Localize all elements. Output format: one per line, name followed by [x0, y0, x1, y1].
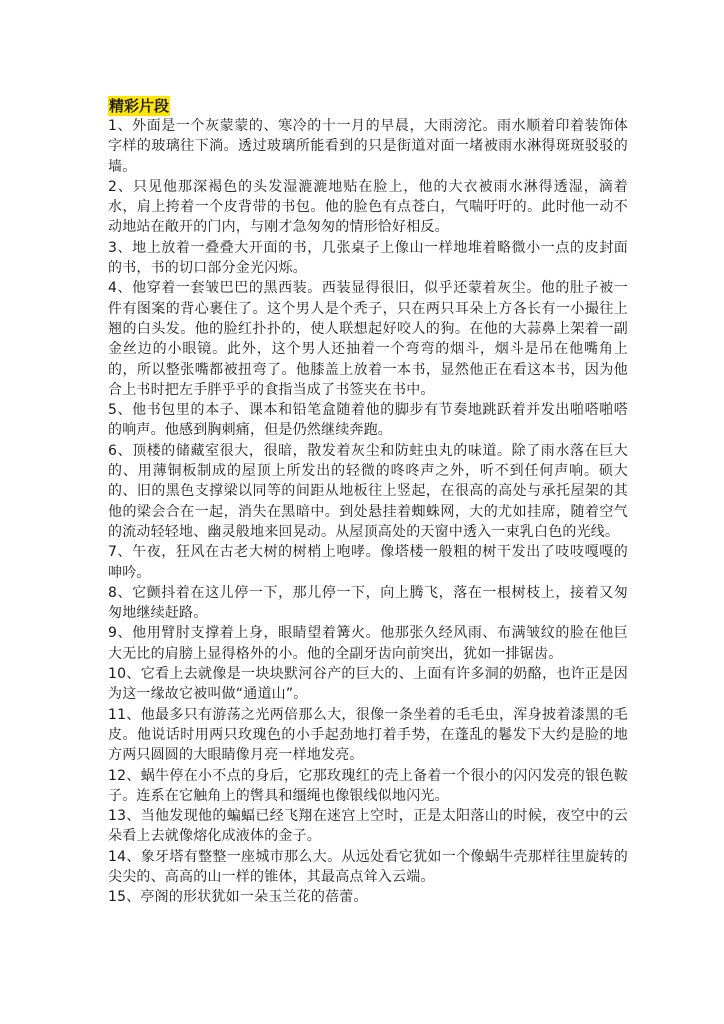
paragraph-5: 5、他书包里的本子、课本和铅笔盒随着他的脚步有节奏地跳跃着并发出啪嗒啪嗒的响声。他感到胸刺痛，但是仍然继续奔跑。 [108, 402, 628, 439]
paragraph-4: 4、他穿着一套皱巴巴的黑西装。西装显得很旧，似乎还蒙着灰尘。他的肚子被一件有图案的背心裹住了。这个男人是个秃子，只在两只耳朵上方各长有一小撮往上翘的白头发。他的脸红扑扑的，使人联想起好咬人的狗。在他的大蒜鼻上架着一副金丝边的小眼镜。此外，这个男人还抽着一个弯弯的烟斗，烟斗是吊在他嘴角上的，所以整张嘴都被扭弯了。他膝盖上放着一本书，显然他正在看这本书，因为他合上书时把左手胖乎乎的食指当成了书签夹在书中。 [108, 280, 628, 398]
paragraph-15: 15、亭阁的形状犹如一朵玉兰花的蓓蕾。 [108, 889, 368, 906]
paragraph-7: 7、午夜，狂风在古老大树的树梢上咆哮。像塔楼一般粗的树干发出了吱吱嘎嘎的呻吟。 [108, 544, 628, 581]
paragraph-10: 10、它看上去就像是一块块默河谷产的巨大的、上面有许多洞的奶酪，也许正是因为这一缘故它被叫做“通道山”。 [108, 666, 628, 703]
paragraph-9: 9、他用臂肘支撑着上身，眼睛望着篝火。他那张久经风雨、布满皱纹的脸在他巨大无比的肩膀上显得格外的小。他的全副牙齿向前突出，犹如一排锯齿。 [108, 625, 628, 662]
paragraph-11: 11、他最多只有游荡之光两倍那么大，很像一条坐着的毛毛虫，浑身披着漆黑的毛皮。他说话时用两只玫瑰色的小手起劲地打着手势，在蓬乱的鬈发下大约是脸的地方两只圆圆的大眼睛像月亮一样地发亮。 [108, 706, 628, 764]
paragraph-1: 1、外面是一个灰蒙蒙的、寒冷的十一月的早晨，大雨滂沱。雨水顺着印着装饰体字样的玻璃往下淌。透过玻璃所能看到的只是街道对面一堵被雨水淋得斑斑驳驳的墙。 [108, 118, 628, 175]
paragraph-8: 8、它颤抖着在这儿停一下，那儿停一下，向上腾飞，落在一根树枝上，接着又匆匆地继续赶路。 [108, 584, 628, 622]
paragraph-14: 14、象牙塔有整整一座城市那么大。从远处看它犹如一个像蜗牛壳那样往里旋转的尖尖的、高高的山一样的锥体，其最高点耸入云端。 [108, 848, 628, 885]
paragraph-2: 2、只见他那深褐色的头发湿漉漉地贴在脸上，他的大衣被雨水淋得透湿，滴着水，肩上挎着一个皮背带的书包。他的脸色有点苍白，气喘吁吁的。此时他一动不动地站在敞开的门内，与刚才急匆匆的情形恰好相反。 [108, 178, 628, 236]
paragraph-12: 12、蜗牛停在小不点的身后，它那玫瑰红的壳上备着一个很小的闪闪发亮的银色鞍子。连系在它触角上的辔具和缰绳也像银线似地闪光。 [108, 767, 628, 804]
document-page [108, 96, 628, 908]
section-heading: 精彩片段 [109, 97, 170, 115]
paragraph-3: 3、地上放着一叠叠大开面的书，几张桌子上像山一样地堆着略微小一点的皮封面的书，书的切口部分金光闪烁。 [108, 239, 628, 277]
paragraph-13: 13、当他发现他的蝙蝠已经飞翔在迷宫上空时，正是太阳落山的时候，夜空中的云朵看上去就像熔化成液体的金子。 [108, 808, 628, 845]
paragraph-6: 6、顶楼的储藏室很大，很暗，散发着灰尘和防蛀虫丸的味道。除了雨水落在巨大的、用薄铜板制成的屋顶上所发出的轻微的咚咚声之外，听不到任何声响。硕大的、旧的黑色支撑梁以同等的间距从地板往上竖起，在很高的高处与承托屋架的其他的梁会合在一起，消失在黑暗中。到处悬挂着蜘蛛网，大的尤如挂席，随着空气的流动轻轻地、幽灵般地来回晃动。从屋顶高处的天窗中透入一束乳白色的光线。 [108, 442, 628, 540]
